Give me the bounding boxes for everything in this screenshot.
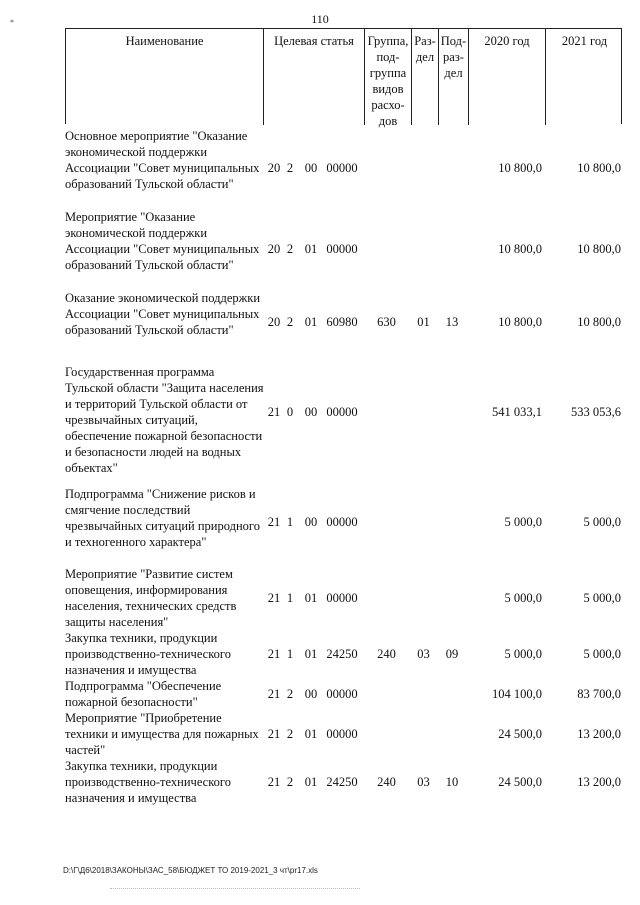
row-subsection: 09	[445, 647, 459, 661]
row-code-3: 00	[304, 687, 318, 701]
row-code-3: 00	[304, 161, 318, 175]
table-row	[65, 710, 622, 758]
row-subsection: 10	[445, 775, 459, 789]
row-code-4: 60980	[326, 315, 358, 329]
table-row	[65, 486, 622, 566]
row-name: Мероприятие "Оказание экономической поддержки Ассоциации "Совет муниципальных образований Тульской области"	[65, 210, 260, 272]
table-header	[65, 28, 622, 128]
header-name: Наименование	[125, 34, 204, 48]
row-code-2: 2	[286, 727, 294, 741]
row-2021: 533 053,6	[571, 405, 621, 419]
table-row	[65, 566, 622, 630]
row-2020: 104 100,0	[492, 687, 542, 701]
row-2021: 5 000,0	[583, 591, 621, 605]
row-code-3: 01	[304, 727, 318, 741]
row-code-3: 01	[304, 591, 318, 605]
header-group: Группа, под-группа видов расхо-дов	[364, 29, 411, 125]
row-code-1: 21	[267, 687, 281, 701]
row-code-1: 21	[267, 515, 281, 529]
row-2021: 13 200,0	[577, 775, 621, 789]
row-2021: 10 800,0	[577, 161, 621, 175]
row-subsection: 13	[445, 315, 459, 329]
header-target: Целевая статья	[263, 29, 364, 125]
row-code-3: 01	[304, 647, 318, 661]
row-2020: 10 800,0	[498, 315, 542, 329]
row-code-4: 00000	[326, 591, 358, 605]
row-code-3: 00	[304, 405, 318, 419]
row-code-2: 1	[286, 647, 294, 661]
row-code-4: 24250	[326, 775, 358, 789]
row-2021: 5 000,0	[583, 647, 621, 661]
row-code-4: 00000	[326, 515, 358, 529]
row-section: 03	[417, 775, 430, 789]
row-group: 240	[377, 775, 396, 789]
table-row	[65, 364, 622, 476]
row-code-3: 00	[304, 515, 318, 529]
row-name: Мероприятие "Развитие систем оповещения, информирования населения, технических средств защиты населения"	[65, 567, 237, 629]
row-code-1: 20	[267, 315, 281, 329]
row-code-2: 1	[286, 515, 294, 529]
page-number: 110	[311, 12, 329, 26]
table-row	[65, 678, 622, 710]
row-code-4: 00000	[326, 405, 358, 419]
row-code-2: 2	[286, 687, 294, 701]
row-2020: 10 800,0	[498, 242, 542, 256]
header-section: Раз-дел	[411, 29, 438, 125]
row-name: Закупка техники, продукции производственно-технического назначения и имущества	[65, 759, 231, 805]
row-code-4: 00000	[326, 687, 358, 701]
row-section: 01	[417, 315, 430, 329]
header-subsection: Под-раз-дел	[438, 29, 468, 125]
row-code-1: 20	[267, 242, 281, 256]
file-path-footer: D:\Г\Д6\2018\ЗАКОНЫ\ЗАС_58\БЮДЖЕТ ТО 2019-2021_3 чт\pr17.xls	[63, 866, 318, 875]
row-2020: 5 000,0	[504, 591, 542, 605]
row-code-2: 2	[286, 161, 294, 175]
row-2020: 5 000,0	[504, 515, 542, 529]
row-code-4: 24250	[326, 647, 358, 661]
row-2020: 5 000,0	[504, 647, 542, 661]
row-code-3: 01	[304, 242, 318, 256]
row-code-1: 21	[267, 775, 281, 789]
scan-artifact	[110, 888, 360, 889]
row-2020: 10 800,0	[498, 161, 542, 175]
row-code-2: 2	[286, 775, 294, 789]
row-group: 630	[377, 315, 396, 329]
table-row	[65, 630, 622, 678]
row-2021: 10 800,0	[577, 242, 621, 256]
row-code-1: 21	[267, 647, 281, 661]
row-code-4: 00000	[326, 727, 358, 741]
table-row	[65, 128, 622, 208]
row-name: Закупка техники, продукции производственно-технического назначения и имущества	[65, 631, 231, 677]
row-code-1: 21	[267, 727, 281, 741]
row-2020: 24 500,0	[498, 775, 542, 789]
header-2020: 2020 год	[468, 29, 545, 125]
row-code-1: 20	[267, 161, 281, 175]
scan-mark: *	[10, 18, 14, 27]
row-name: Подпрограмма "Обеспечение пожарной безопасности"	[65, 679, 222, 709]
row-name: Подпрограмма "Снижение рисков и смягчение последствий чрезвычайных ситуаций природного и техногенного характера"	[65, 487, 260, 549]
row-code-2: 0	[286, 405, 294, 419]
row-name: Государственная программа Тульской области "Защита населения и территорий Тульской области от чрезвычайных ситуаций, обеспечение пожарной безопасности и безопасности людей на водных объектах"	[65, 365, 264, 475]
row-2020: 541 033,1	[492, 405, 542, 419]
row-name: Основное мероприятие "Оказание экономической поддержки Ассоциации "Совет муниципальных образований Тульской области"	[65, 129, 260, 191]
row-2021: 5 000,0	[583, 515, 621, 529]
row-code-2: 2	[286, 242, 294, 256]
row-2021: 83 700,0	[577, 687, 621, 701]
row-name: Мероприятие "Приобретение техники и имущества для пожарных частей"	[65, 711, 259, 757]
table-row	[65, 758, 622, 806]
row-2021: 13 200,0	[577, 727, 621, 741]
row-code-2: 1	[286, 591, 294, 605]
row-code-3: 01	[304, 775, 318, 789]
row-section: 03	[417, 647, 430, 661]
row-2020: 24 500,0	[498, 727, 542, 741]
row-code-3: 01	[304, 315, 318, 329]
row-code-4: 00000	[326, 161, 358, 175]
row-name: Оказание экономической поддержки Ассоциации "Совет муниципальных образований Тульской области"	[65, 291, 261, 337]
row-2021: 10 800,0	[577, 315, 621, 329]
table-row	[65, 290, 622, 354]
row-code-1: 21	[267, 405, 281, 419]
row-group: 240	[377, 647, 396, 661]
row-code-1: 21	[267, 591, 281, 605]
table-row	[65, 209, 622, 289]
row-code-4: 00000	[326, 242, 358, 256]
header-2021: 2021 год	[545, 29, 623, 125]
row-code-2: 2	[286, 315, 294, 329]
